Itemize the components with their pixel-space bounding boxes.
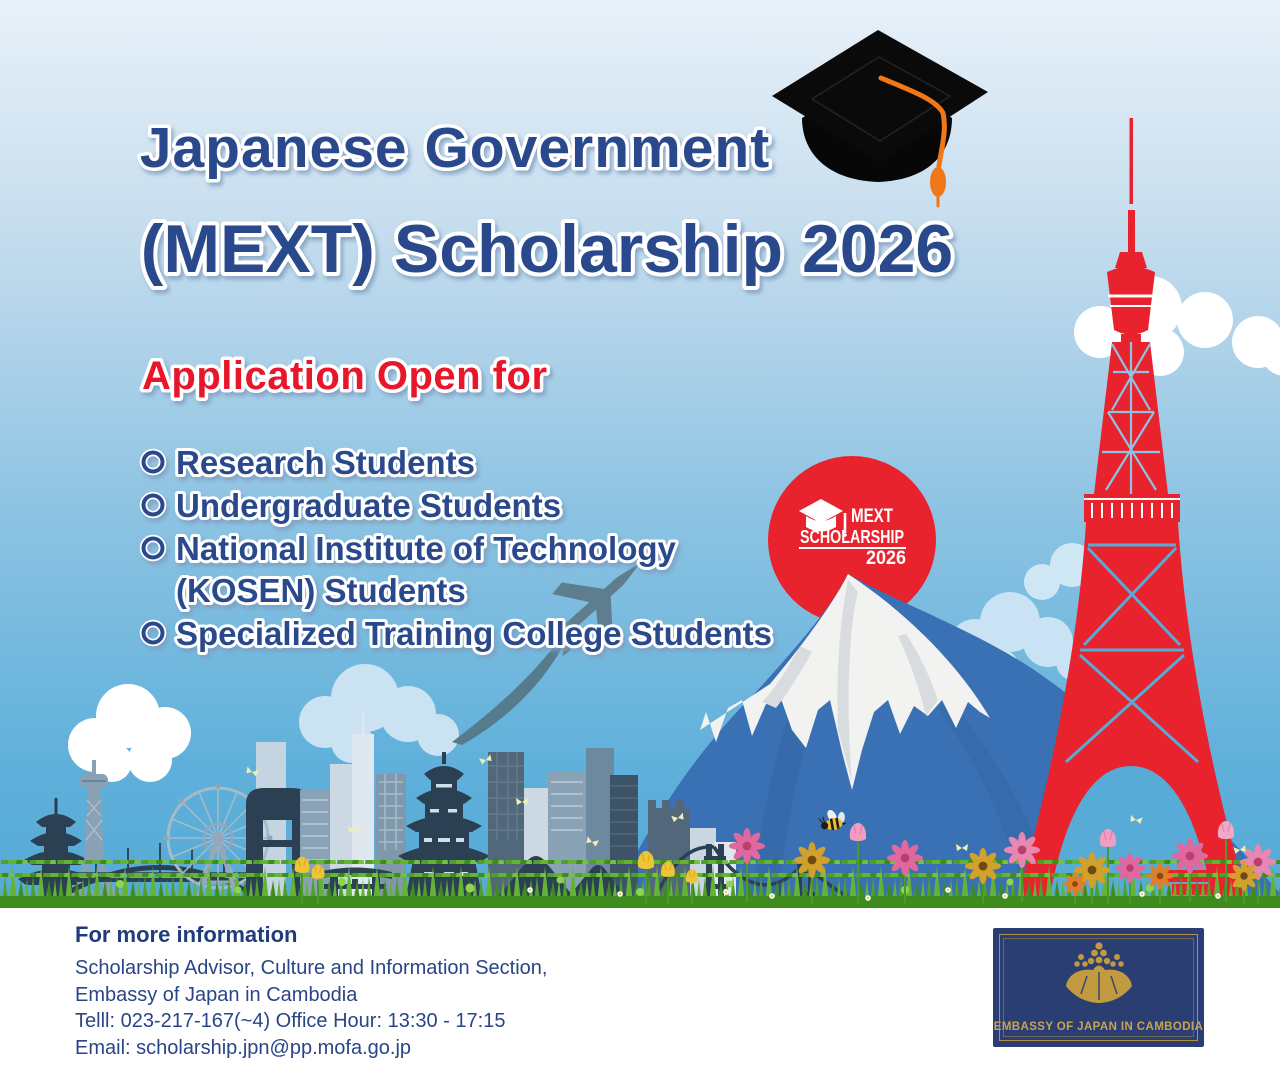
- application-open-heading: Application Open for: [142, 354, 548, 398]
- footer-line-section: Scholarship Advisor, Culture and Information Section,: [75, 957, 548, 979]
- program-item: Undergraduate Students: [176, 487, 562, 524]
- footer-heading: For more information: [75, 922, 298, 947]
- poster-title-line1: Japanese Government: [139, 116, 771, 180]
- footer-line-tel: Telll: 023-217-167(~4) Office Hour: 13:30 - 17:15: [75, 1010, 506, 1032]
- embassy-plaque: [993, 928, 1204, 1047]
- program-item: Research Students: [176, 444, 475, 481]
- footer-info: [75, 922, 547, 1061]
- poster-title-line2: (MEXT) Scholarship 2026: [140, 211, 954, 287]
- badge-org: MEXT: [851, 506, 894, 527]
- plaque-label: EMBASSY OF JAPAN IN CAMBODIA: [993, 1021, 1204, 1033]
- footer-line-embassy: Embassy of Japan in Cambodia: [75, 983, 358, 1006]
- program-item-wrap: (KOSEN) Students: [176, 572, 466, 609]
- badge-year: 2026: [866, 548, 906, 569]
- embassy-crest-icon: [1062, 938, 1136, 1004]
- footer-line-email: Email: scholarship.jpn@pp.mofa.go.jp: [75, 1036, 412, 1059]
- badge-name: SCHOLARSHIP: [800, 527, 904, 547]
- program-item: Specialized Training College Students: [176, 615, 772, 652]
- program-item: National Institute of Technology: [176, 530, 676, 567]
- gate-crossbeam: [258, 840, 300, 847]
